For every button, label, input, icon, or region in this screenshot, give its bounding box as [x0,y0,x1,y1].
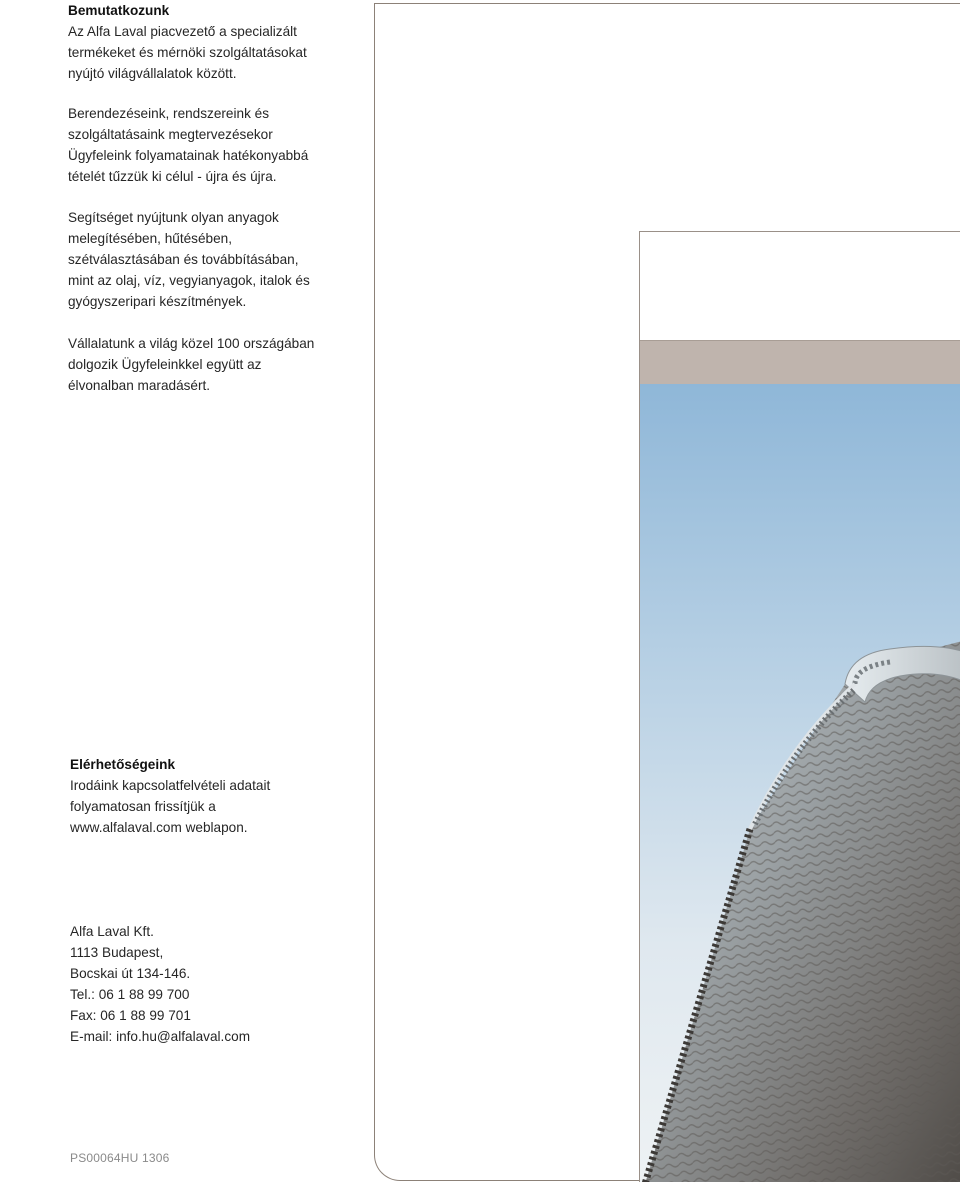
intro-p3-line: Segítséget nyújtunk olyan anyagok [68,210,279,225]
document-code: PS00064HU 1306 [70,1151,170,1165]
email-address: E-mail: info.hu@alfalaval.com [70,1029,251,1044]
intro-p3-line: mint az olaj, víz, vegyianyagok, italok és [68,273,310,288]
contact-line: folyamatosan frissítjük a [70,799,216,814]
intro-p1-line: nyújtó világvállalatok között. [68,66,237,81]
intro-heading: Bemutatkozunk [68,3,170,18]
contact-section [70,754,370,838]
contact-line: Irodáink kapcsolatfelvételi adatait [70,778,271,793]
intro-p3-line: szétválasztásában és továbbításában, [68,252,299,267]
intro-paragraph-4 [68,333,368,396]
intro-p2-line: Berendezéseink, rendszereink és [68,106,269,121]
intro-paragraph-3 [68,207,368,312]
address-city: 1113 Budapest, [70,945,164,960]
heat-exchanger-plate-photo [640,384,960,1182]
company-name: Alfa Laval Kft. [70,924,154,939]
photo-band [640,340,960,385]
heat-exchanger-plate-illustration [640,384,960,1182]
intro-p3-line: gyógyszeripari készítmények. [68,294,247,309]
intro-section [68,0,368,84]
address-street: Bocskai út 134-146. [70,966,191,981]
intro-p4-line: Vállalatunk a világ közel 100 országában [68,336,315,351]
intro-p4-line: dolgozik Ügyfeleinkkel együtt az [68,357,262,372]
photo-panel [639,231,960,1182]
intro-p2-line: szolgáltatásaink megtervezésekor [68,127,273,142]
intro-paragraph-2 [68,103,368,187]
intro-p2-line: Ügyfeleink folyamatainak hatékonyabbá [68,148,309,163]
intro-p3-line: melegítésében, hűtésében, [68,231,233,246]
intro-p1-line: Az Alfa Laval piacvezető a specializált [68,24,297,39]
phone-number: Tel.: 06 1 88 99 700 [70,987,190,1002]
intro-p4-line: élvonalban maradásért. [68,378,211,393]
contact-line: www.alfalaval.com weblapon. [70,820,248,835]
intro-p2-line: tételét tűzzük ki célul - újra és újra. [68,169,277,184]
fax-number: Fax: 06 1 88 99 701 [70,1008,191,1023]
contact-heading: Elérhetőségeink [70,757,176,772]
address-section [70,921,370,1047]
intro-p1-line: termékeket és mérnöki szolgáltatásokat [68,45,307,60]
